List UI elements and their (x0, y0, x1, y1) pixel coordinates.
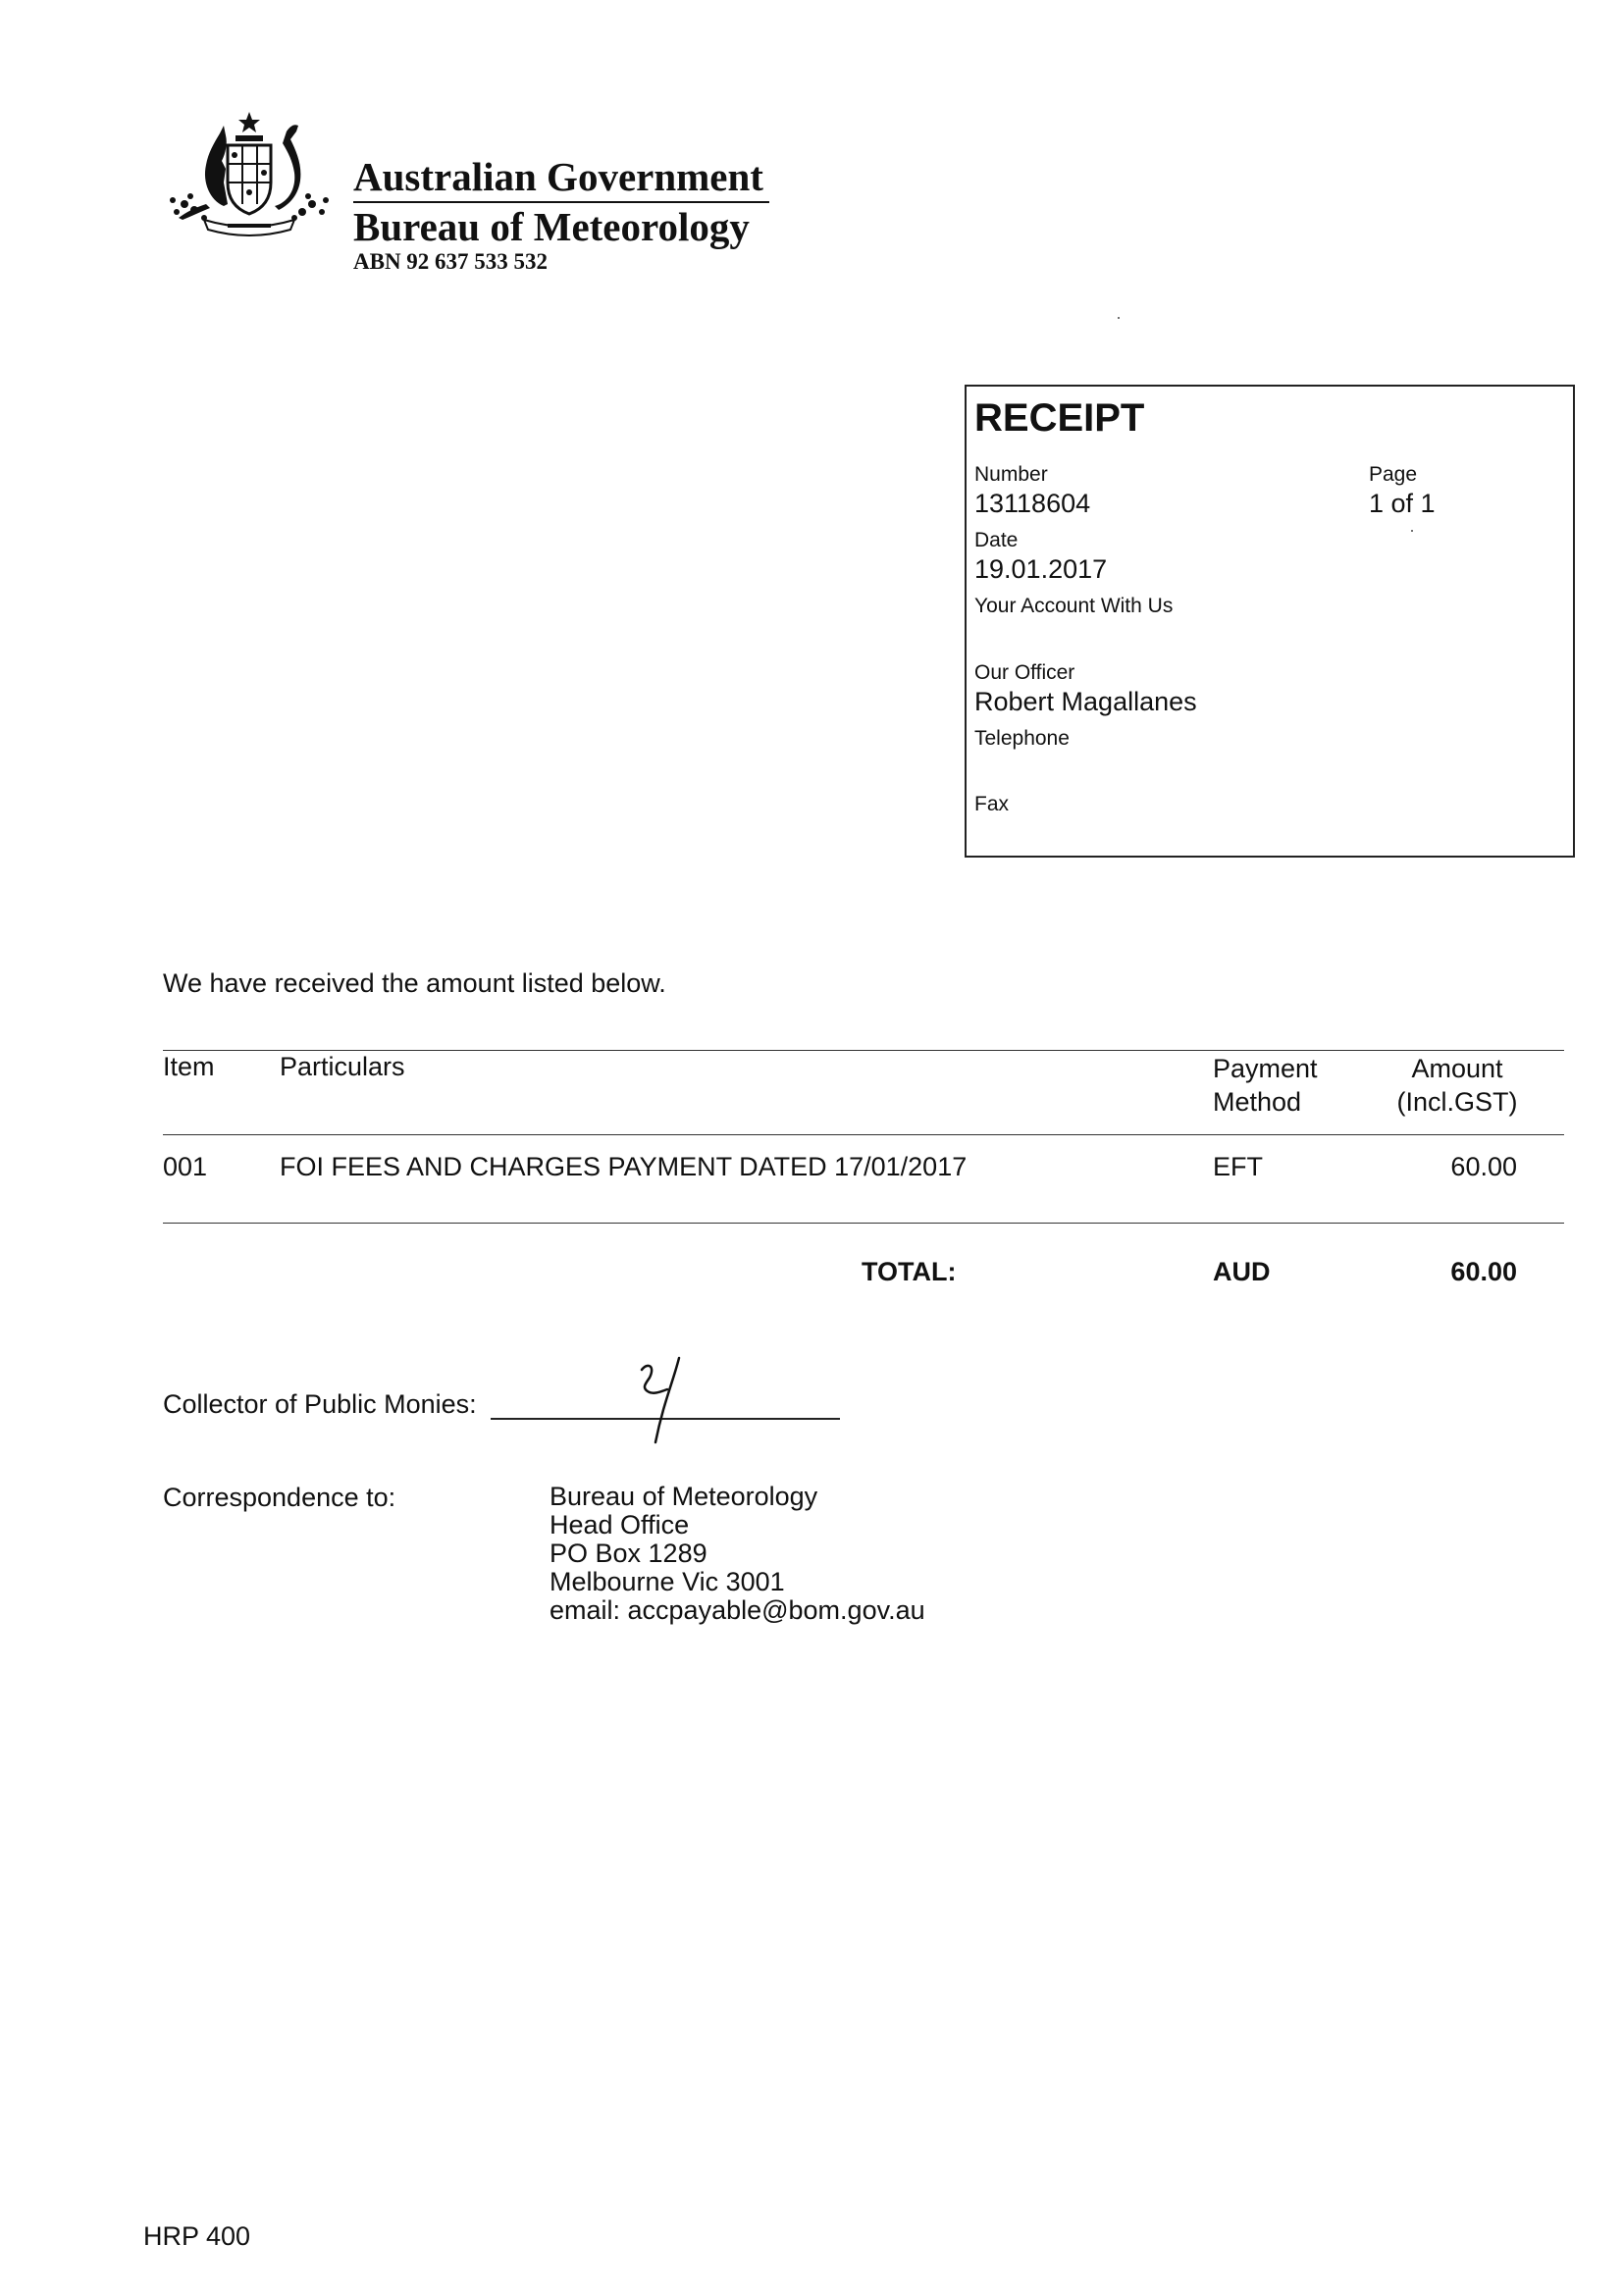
total-currency: AUD (1213, 1257, 1271, 1286)
email-line: email: accpayable@bom.gov.au (550, 1595, 925, 1625)
receipt-number-label: Number (974, 463, 1048, 486)
correspondence-address (550, 1483, 925, 1625)
abn-number: ABN 92 637 533 532 (353, 249, 549, 274)
coat-of-arms-icon (165, 110, 334, 239)
receipt-number: 13118604 (974, 489, 1091, 518)
total-amount: 60.00 (1450, 1257, 1517, 1286)
header-particulars: Particulars (280, 1052, 405, 1081)
row-item: 001 (163, 1152, 208, 1181)
address-line: Bureau of Meteorology (550, 1482, 818, 1511)
receipt-details-box (965, 385, 1575, 858)
signature-mark (624, 1352, 703, 1445)
address-line: Melbourne Vic 3001 (550, 1567, 785, 1596)
header-payment-line1: Payment (1213, 1054, 1318, 1083)
table-bottom-rule (163, 1223, 1564, 1224)
telephone-label: Telephone (974, 727, 1070, 750)
header-payment-line2: Method (1213, 1087, 1302, 1117)
officer-label: Our Officer (974, 661, 1075, 684)
government-name: Australian Government (353, 154, 763, 199)
address-line: Head Office (550, 1510, 690, 1539)
row-particulars: FOI FEES AND CHARGES PAYMENT DATED 17/01/2017 (280, 1152, 968, 1181)
row-amount: 60.00 (1450, 1152, 1517, 1181)
intro-text: We have received the amount listed below. (163, 968, 666, 998)
header-amount (1374, 1052, 1541, 1119)
row-method: EFT (1213, 1152, 1263, 1181)
page-label: Page (1369, 463, 1418, 486)
correspondence-label: Correspondence to: (163, 1483, 396, 1512)
header-amount-line2: (Incl.GST) (1396, 1087, 1518, 1117)
receipt-title: RECEIPT (974, 396, 1145, 440)
collector-label: Collector of Public Monies: (163, 1389, 477, 1419)
officer-name: Robert Magallanes (974, 687, 1197, 716)
table-header-rule (163, 1134, 1564, 1135)
header-item: Item (163, 1052, 215, 1081)
scan-speck (1411, 530, 1413, 532)
header-amount-line1: Amount (1411, 1054, 1503, 1083)
account-label: Your Account With Us (974, 595, 1174, 617)
table-top-rule (163, 1050, 1564, 1051)
total-label: TOTAL: (862, 1257, 957, 1286)
receipt-date-label: Date (974, 529, 1019, 551)
agency-name: Bureau of Meteorology (353, 204, 750, 249)
form-code: HRP 400 (143, 2221, 251, 2251)
receipt-date: 19.01.2017 (974, 554, 1108, 584)
fax-label: Fax (974, 793, 1010, 815)
header-payment-method (1213, 1052, 1318, 1119)
page-number: 1 of 1 (1369, 489, 1436, 518)
address-line: PO Box 1289 (550, 1539, 707, 1568)
scan-speck (1118, 317, 1120, 319)
